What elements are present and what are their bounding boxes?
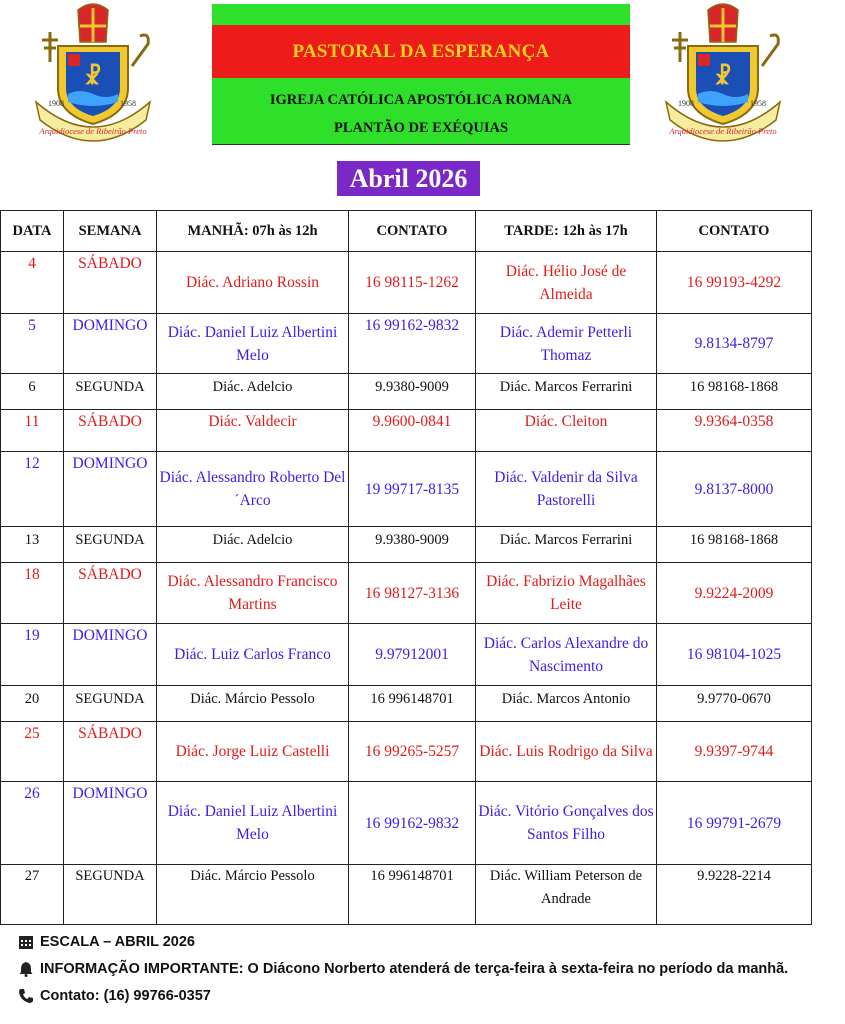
cell-morning-contact: 16 996148701: [349, 865, 476, 925]
calendar-icon: [18, 934, 34, 950]
cell-morning-deacon: Diác. Alessandro Francisco Martins: [157, 563, 349, 624]
phone-icon: [18, 988, 34, 1004]
cell-date: 18: [1, 563, 64, 624]
crest-year-right: 1958: [750, 99, 766, 108]
cell-morning-deacon: Diác. Daniel Luiz Albertini Melo: [157, 314, 349, 374]
cell-morning-deacon: Diác. Márcio Pessolo: [157, 686, 349, 722]
cell-morning-deacon: Diác. Adelcio: [157, 527, 349, 563]
crest-year-left: 1908: [48, 99, 64, 108]
cell-afternoon-contact: 9.9228-2214: [657, 865, 812, 925]
cell-weekday: SEGUNDA: [64, 686, 157, 722]
column-header-date: DATA: [1, 211, 64, 252]
notice-text: INFORMAÇÃO IMPORTANTE: O Diácono Norberto atenderá de terça-feira à sexta-feira no período da manhã.: [40, 961, 789, 977]
cell-morning-deacon: Diác. Alessandro Roberto Del´Arco: [157, 452, 349, 527]
table-row: [1, 722, 812, 782]
cell-morning-deacon: Diác. Valdecir: [157, 410, 349, 452]
cell-afternoon-contact: 16 99791-2679: [657, 782, 812, 865]
column-header-week: SEMANA: [64, 211, 157, 252]
cell-morning-contact: 16 98115-1262: [349, 252, 476, 314]
table-row: [1, 563, 812, 624]
duty-schedule-table: [0, 210, 812, 925]
important-notice: [18, 961, 788, 977]
cell-afternoon-contact: 16 98168-1868: [657, 374, 812, 410]
crest-year-right: 1958: [120, 99, 136, 108]
cell-afternoon-deacon: Diác. Valdenir da Silva Pastorelli: [476, 452, 657, 527]
cell-weekday: SÁBADO: [64, 410, 157, 452]
month-title: Abril 2026: [349, 163, 468, 193]
bell-icon: [18, 961, 34, 977]
contact-text[interactable]: Contato: (16) 99766-0357: [40, 988, 211, 1004]
cell-afternoon-deacon: Diác. Fabrizio Magalhães Leite: [476, 563, 657, 624]
cell-date: 26: [1, 782, 64, 865]
table-row: [1, 527, 812, 563]
cell-morning-contact: 9.9380-9009: [349, 527, 476, 563]
cell-weekday: SÁBADO: [64, 252, 157, 314]
cell-afternoon-contact: 16 98168-1868: [657, 527, 812, 563]
banner-title: PASTORAL DA ESPERANÇA: [292, 40, 550, 62]
cell-afternoon-deacon: Diác. Marcos Ferrarini: [476, 374, 657, 410]
cell-morning-contact: 16 98127-3136: [349, 563, 476, 624]
table-row: [1, 410, 812, 452]
cell-afternoon-deacon: Diác. Carlos Alexandre do Nascimento: [476, 624, 657, 686]
banner-divider: [212, 144, 630, 145]
cell-date: 13: [1, 527, 64, 563]
cell-date: 12: [1, 452, 64, 527]
cell-morning-deacon: Diác. Luiz Carlos Franco: [157, 624, 349, 686]
banner-top-stripe: [212, 4, 630, 25]
table-header-row: [1, 211, 812, 252]
cell-morning-deacon: Diác. Márcio Pessolo: [157, 865, 349, 925]
table-row: [1, 314, 812, 374]
cell-date: 6: [1, 374, 64, 410]
contact-note: [18, 988, 211, 1004]
cell-afternoon-deacon: Diác. William Peterson de Andrade: [476, 865, 657, 925]
banner-subtitle-band: [212, 78, 630, 144]
cell-afternoon-deacon: Diác. Ademir Petterli Thomaz: [476, 314, 657, 374]
cell-weekday: SÁBADO: [64, 563, 157, 624]
month-title-box: [337, 161, 480, 196]
header-banner: [212, 4, 630, 144]
table-row: [1, 624, 812, 686]
cell-morning-deacon: Diác. Adriano Rossin: [157, 252, 349, 314]
banner-duty-title: PLANTÃO DE EXÉQUIAS: [333, 120, 509, 136]
table-row: [1, 374, 812, 410]
table-row: [1, 865, 812, 925]
cell-weekday: DOMINGO: [64, 782, 157, 865]
table-row: [1, 686, 812, 722]
cell-morning-contact: 16 99162-9832: [349, 782, 476, 865]
cell-date: 11: [1, 410, 64, 452]
table-row: [1, 782, 812, 865]
cell-morning-contact: 9.9380-9009: [349, 374, 476, 410]
table-row: [1, 452, 812, 527]
crest-motto: Arquidiocese de Ribeirão Preto: [669, 126, 777, 136]
cell-date: 19: [1, 624, 64, 686]
cell-weekday: SEGUNDA: [64, 865, 157, 925]
cell-morning-contact: 9.97912001: [349, 624, 476, 686]
cell-afternoon-contact: 16 98104-1025: [657, 624, 812, 686]
cell-morning-deacon: Diác. Daniel Luiz Albertini Melo: [157, 782, 349, 865]
cell-afternoon-deacon: Diác. Hélio José de Almeida: [476, 252, 657, 314]
cell-date: 20: [1, 686, 64, 722]
cell-date: 27: [1, 865, 64, 925]
cell-afternoon-contact: 9.9397-9744: [657, 722, 812, 782]
cell-weekday: DOMINGO: [64, 314, 157, 374]
column-header-morning-contact: CONTATO: [349, 211, 476, 252]
cell-afternoon-contact: 9.8134-8797: [657, 314, 812, 374]
cell-afternoon-deacon: Diác. Marcos Ferrarini: [476, 527, 657, 563]
column-header-morning: MANHÃ: 07h às 12h: [157, 211, 349, 252]
cell-weekday: DOMINGO: [64, 452, 157, 527]
schedule-note: [18, 934, 195, 950]
cell-afternoon-contact: 16 99193-4292: [657, 252, 812, 314]
cell-morning-contact: 19 99717-8135: [349, 452, 476, 527]
column-header-afternoon-contact: CONTATO: [657, 211, 812, 252]
cell-afternoon-deacon: Diác. Marcos Antonio: [476, 686, 657, 722]
cell-date: 4: [1, 252, 64, 314]
cell-afternoon-contact: 9.9224-2009: [657, 563, 812, 624]
banner-title-band: [212, 25, 630, 78]
crest-motto: Arquidiocese de Ribeirão Preto: [39, 126, 147, 136]
svg-text:☧: ☧: [714, 64, 732, 89]
cell-afternoon-deacon: Diác. Cleiton: [476, 410, 657, 452]
cell-morning-contact: 16 996148701: [349, 686, 476, 722]
cell-afternoon-contact: 9.9770-0670: [657, 686, 812, 722]
svg-text:☧: ☧: [84, 64, 102, 89]
archdiocese-crest-left: [28, 2, 158, 142]
cell-weekday: DOMINGO: [64, 624, 157, 686]
archdiocese-crest-right: [658, 2, 788, 142]
cell-date: 25: [1, 722, 64, 782]
cell-afternoon-contact: 9.8137-8000: [657, 452, 812, 527]
column-header-afternoon: TARDE: 12h às 17h: [476, 211, 657, 252]
cell-morning-contact: 16 99162-9832: [349, 314, 476, 374]
cell-morning-contact: 9.9600-0841: [349, 410, 476, 452]
cell-weekday: SEGUNDA: [64, 374, 157, 410]
cell-afternoon-contact: 9.9364-0358: [657, 410, 812, 452]
cell-morning-deacon: Diác. Adelcio: [157, 374, 349, 410]
cell-morning-contact: 16 99265-5257: [349, 722, 476, 782]
schedule-label: ESCALA – ABRIL 2026: [40, 934, 195, 950]
banner-church-name: IGREJA CATÓLICA APOSTÓLICA ROMANA: [269, 92, 573, 108]
cell-afternoon-deacon: Diác. Vitório Gonçalves dos Santos Filho: [476, 782, 657, 865]
cell-weekday: SÁBADO: [64, 722, 157, 782]
cell-weekday: SEGUNDA: [64, 527, 157, 563]
crest-year-left: 1908: [678, 99, 694, 108]
cell-afternoon-deacon: Diác. Luis Rodrigo da Silva: [476, 722, 657, 782]
table-row: [1, 252, 812, 314]
cell-date: 5: [1, 314, 64, 374]
cell-morning-deacon: Diác. Jorge Luiz Castelli: [157, 722, 349, 782]
